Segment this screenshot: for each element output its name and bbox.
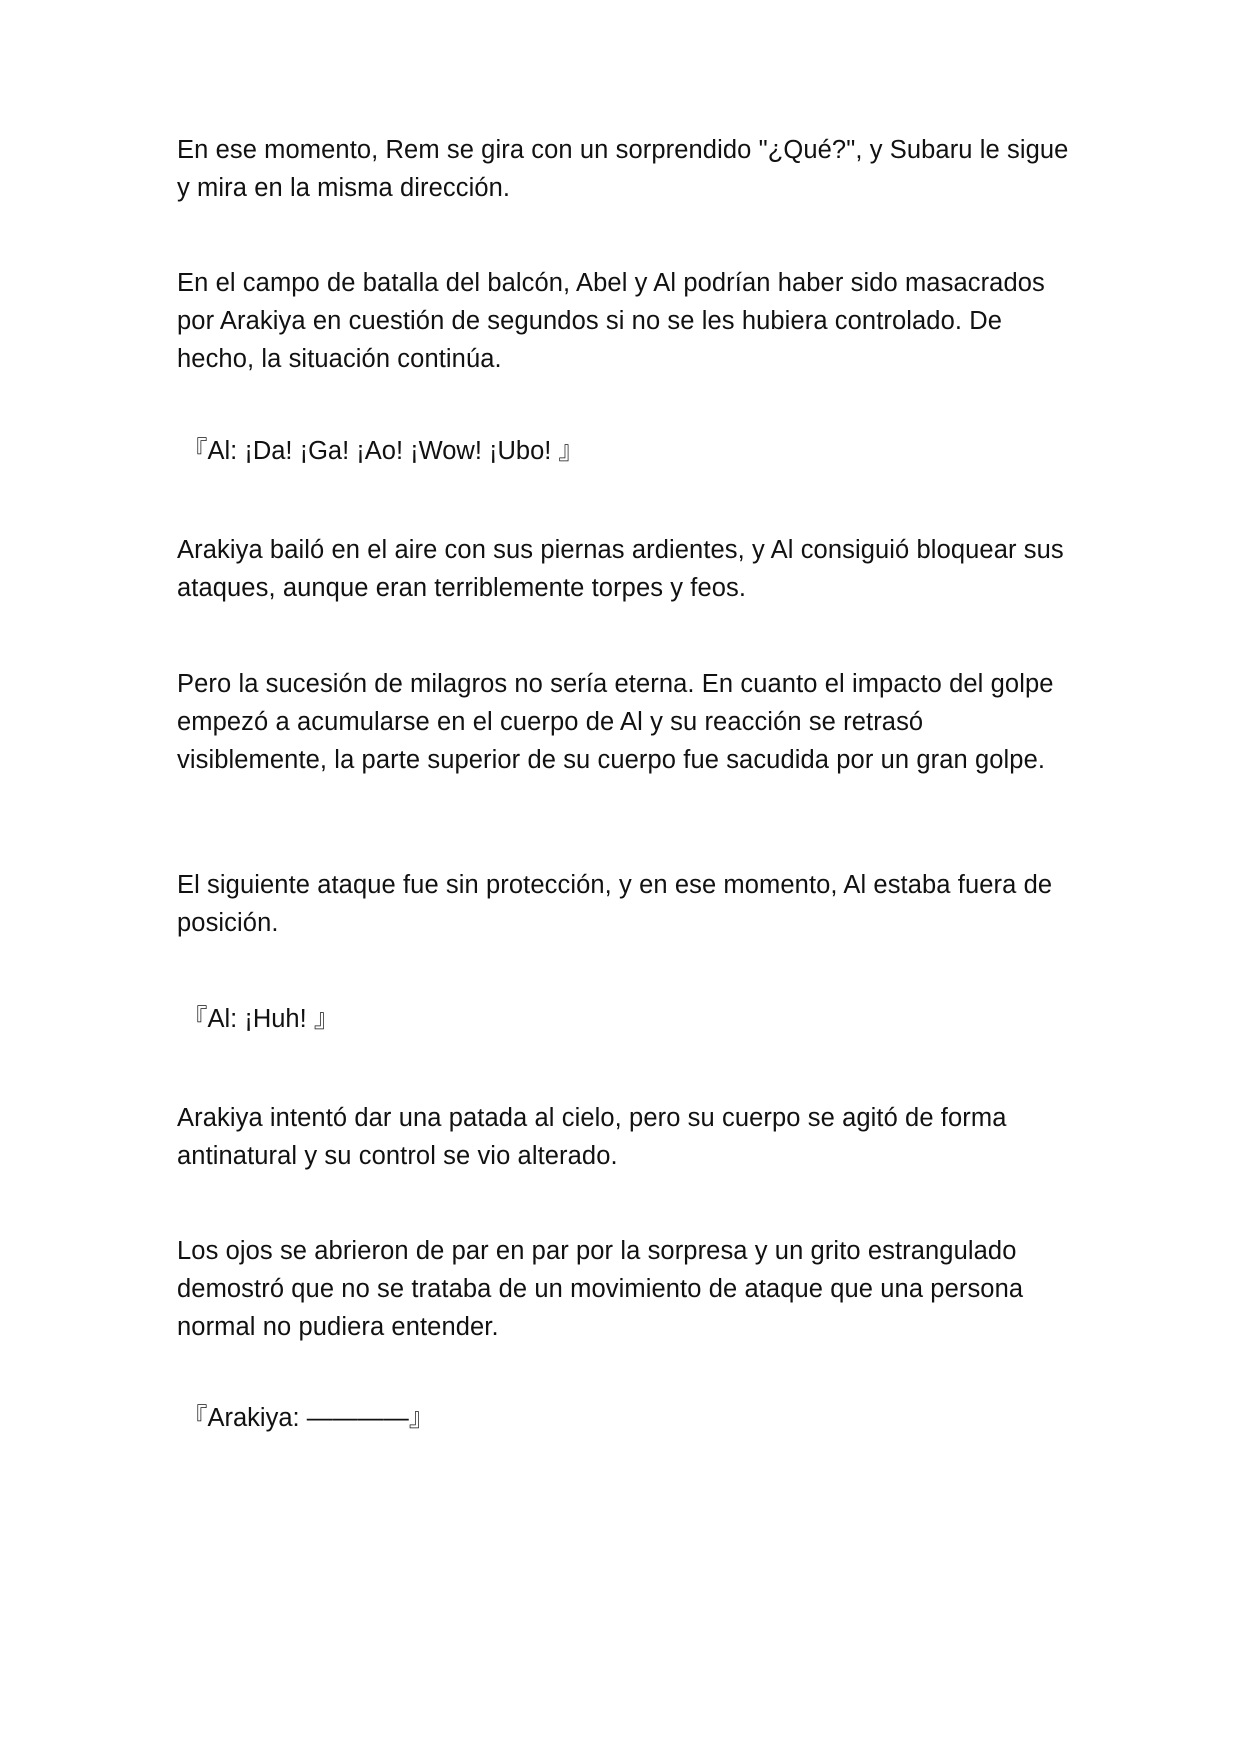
paragraph-balcony-battle: En el campo de batalla del balcón, Abel y Al podrían haber sido masacrados por Arakiya en cuestión de segundos si no se les hubiera controlado. De hecho, la situación continúa.: [177, 269, 1045, 373]
paragraph-eyes-wide: Los ojos se abrieron de par en par por la sorpresa y un grito estrangulado demostró que no se trataba de un movimiento de ataque que una persona normal no pudiera entender.: [177, 1237, 1024, 1341]
paragraph-rem-turns: En ese momento, Rem se gira con un sorprendido "¿Qué?", y Subaru le sigue y mira en la misma dirección.: [177, 136, 1069, 202]
paragraph-miracles: Pero la sucesión de milagros no sería eterna. En cuanto el impacto del golpe empezó a acumularse en el cuerpo de Al y su reacción se retrasó visiblemente, la parte superior de su cuerpo fue sacudida por un gran golpe.: [177, 670, 1054, 774]
paragraph-arakiya-dances: Arakiya bailó en el aire con sus piernas ardientes, y Al consiguió bloquear sus ataques, aunque eran terriblemente torpes y feos.: [177, 536, 1064, 602]
dialogue-al-huh: 『Al: ¡Huh! 』: [182, 1005, 340, 1033]
dialogue-al-shouts: 『Al: ¡Da! ¡Ga! ¡Ao! ¡Wow! ¡Ubo! 』: [182, 437, 584, 465]
paragraph-next-attack: El siguiente ataque fue sin protección, y en ese momento, Al estaba fuera de posición.: [177, 871, 1053, 937]
dialogue-arakiya: 『Arakiya: ————』: [182, 1404, 435, 1432]
paragraph-kick-sky: Arakiya intentó dar una patada al cielo, pero su cuerpo se agitó de forma antinatural y su control se vio alterado.: [177, 1104, 1007, 1170]
